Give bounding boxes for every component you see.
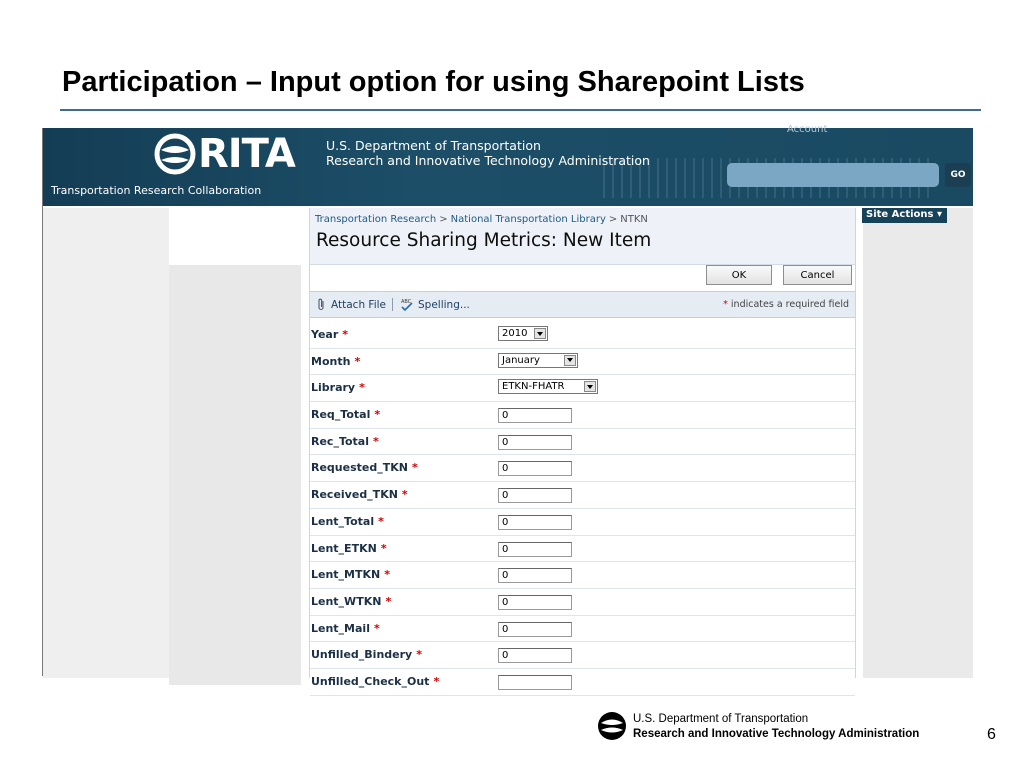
field-label [311,595,391,608]
field-label [311,675,439,688]
footer-agency [633,712,919,742]
dropdown-arrow-icon[interactable] [584,381,596,392]
item-form [310,322,855,696]
department-name [326,138,650,168]
toolbar-divider [392,298,393,311]
form-row [310,429,855,456]
breadcrumb-current: NTKN [620,214,648,225]
field-label-text: Lent_ETKN [311,541,377,555]
required-star: * [416,648,422,662]
dropdown-arrow-icon[interactable] [564,355,576,366]
page-title: Resource Sharing Metrics: New Item [316,230,652,251]
attach-file-button[interactable] [316,298,386,311]
site-name[interactable]: Transportation Research Collaboration [51,184,262,197]
form-row [310,322,855,349]
required-star: * [378,514,384,528]
form-row [310,642,855,669]
search-input[interactable] [727,163,939,187]
field-label [311,568,390,581]
field-label-text: Lent_Total [311,514,375,528]
field-label-text: Requested_TKN [311,461,408,475]
field-select[interactable] [498,353,578,368]
page-header [310,208,855,264]
field-label [311,488,408,501]
required-star: * [401,488,408,502]
form-row [310,455,855,482]
field-input[interactable]: 0 [498,515,572,530]
field-label-text: Lent_MTKN [311,568,381,582]
field-label-text: Unfilled_Check_Out [311,674,430,688]
required-star: * [433,674,440,688]
form-row [310,589,855,616]
account-link[interactable]: Account [787,124,828,135]
rita-logo-icon [155,134,195,174]
form-row [310,509,855,536]
required-field-note [723,299,849,310]
field-label-text: Year [311,328,339,341]
dot-logo-icon [597,711,627,741]
form-button-bar [310,264,855,291]
required-star: * [411,461,418,475]
field-label-text: Lent_Mail [311,621,370,635]
form-row [310,536,855,563]
field-input[interactable]: 0 [498,568,572,583]
field-select-value: 2010 [502,328,528,339]
field-label [311,435,379,448]
form-row [310,402,855,429]
form-row [310,669,855,696]
field-label-text: Month [311,354,351,368]
required-star: * [373,434,379,448]
spell-check-icon [400,298,414,311]
field-select-value: ETKN-FHATR [502,381,565,393]
footer-line-2: Research and Innovative Technology Administration [633,728,920,740]
search-go-button[interactable]: GO [945,163,971,187]
field-label [311,408,380,421]
breadcrumb [315,214,648,225]
spelling-button[interactable] [400,298,470,311]
form-toolbar [310,291,855,318]
field-label-text: Library [311,381,356,395]
title-divider [60,109,981,111]
field-label [311,648,422,661]
form-row [310,375,855,402]
field-input[interactable]: 0 [498,622,572,637]
field-input[interactable]: 0 [498,461,572,476]
field-input[interactable]: 0 [498,435,572,450]
field-label [311,461,418,474]
rita-logo-text: RITA [198,131,295,177]
form-row [310,562,855,589]
footer-line-1: U.S. Department of Transportation [633,713,809,725]
spelling-label: Spelling... [418,298,470,311]
field-label [311,355,360,368]
field-select[interactable] [498,326,548,341]
breadcrumb-link-transportation-research[interactable]: Transportation Research [315,214,437,225]
field-label [311,381,365,394]
breadcrumb-separator: > [608,214,618,225]
required-star: * [342,328,349,341]
field-label-text: Lent_WTKN [311,594,382,608]
field-label [311,515,384,528]
field-label [311,622,380,635]
required-star: * [723,299,728,310]
field-label-text: Req_Total [311,408,371,422]
required-note-text: indicates a required field [730,299,849,310]
required-star: * [385,594,392,608]
breadcrumb-link-national-transportation-library[interactable]: National Transportation Library [450,214,606,225]
field-label-text: Rec_Total [311,434,370,448]
svg-text:ABC: ABC [401,299,412,305]
sharepoint-screenshot [42,124,972,688]
dropdown-arrow-icon[interactable] [534,328,546,339]
department-line-2: Research and Innovative Technology Administration [326,153,650,168]
form-panel [309,208,856,688]
field-input[interactable] [498,675,572,690]
field-label-text: Received_TKN [311,488,398,502]
field-select[interactable] [498,379,598,394]
required-star: * [380,541,387,555]
form-row [310,616,855,643]
attach-file-label: Attach File [331,298,387,311]
site-actions-menu[interactable]: Site Actions ▾ [862,208,947,223]
required-star: * [384,568,391,582]
required-star: * [373,621,380,635]
ok-button[interactable]: OK [706,265,772,285]
department-line-1: U.S. Department of Transportation [326,138,541,153]
right-gutter [863,208,973,678]
field-select-value: January [502,354,540,366]
field-input[interactable]: 0 [498,542,572,557]
page-number: 6 [987,726,996,743]
field-input[interactable]: 0 [498,648,572,663]
left-gutter [43,208,169,678]
quick-launch-header [169,208,301,265]
form-row [310,349,855,376]
quick-launch-panel [169,265,301,685]
required-star: * [374,408,381,422]
field-label [311,542,387,555]
site-banner [43,124,973,206]
form-row [310,482,855,509]
field-input[interactable]: 0 [498,595,572,610]
rita-logo[interactable] [155,131,295,177]
field-label-text: Unfilled_Bindery [311,648,413,662]
slide-title: Participation – Input option for using Sharepoint Lists [62,66,805,98]
paperclip-icon [316,298,326,311]
field-input[interactable]: 0 [498,408,572,423]
field-input[interactable]: 0 [498,488,572,503]
required-star: * [359,381,365,395]
required-star: * [354,354,361,368]
cancel-button[interactable]: Cancel [783,265,852,285]
breadcrumb-separator: > [439,214,448,225]
field-label [311,328,348,341]
